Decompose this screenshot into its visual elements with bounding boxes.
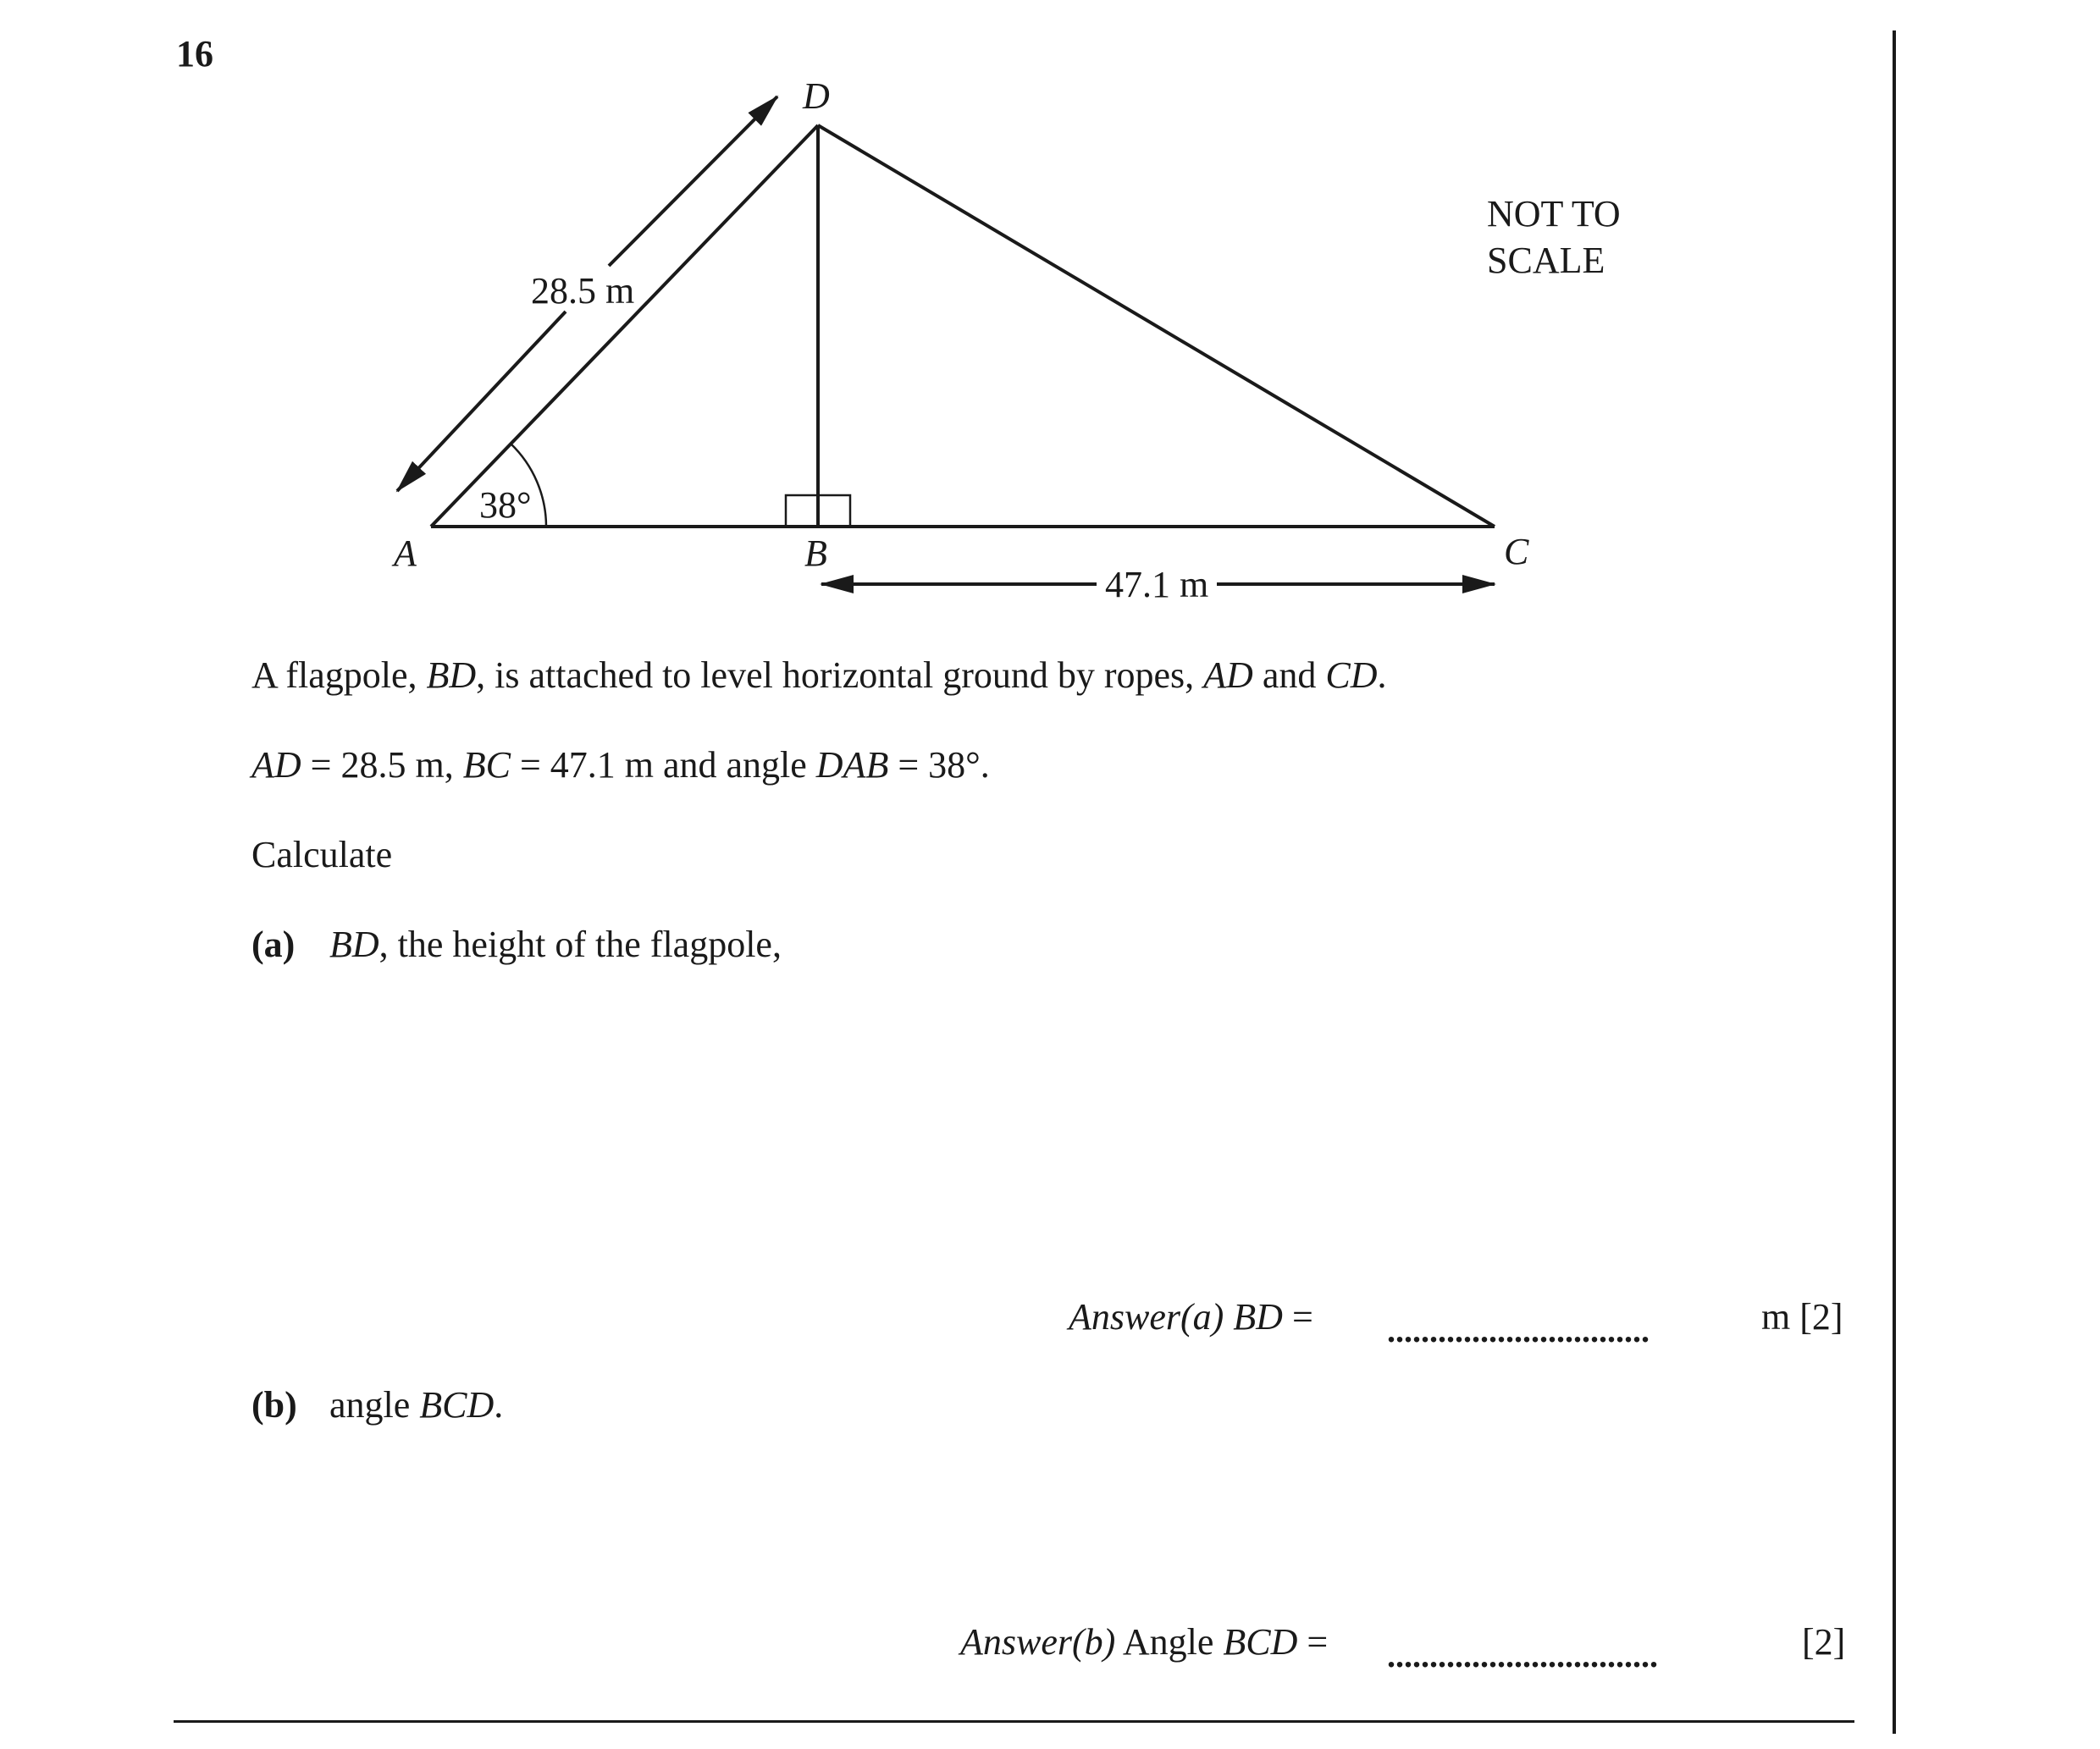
intro-text: A flagpole, BD, is attached to level horizontal ground by ropes, AD and CD. — [251, 654, 1387, 696]
side-dc — [818, 125, 1495, 527]
vertex-label-c: C — [1504, 531, 1529, 572]
not-to-scale-line1: NOT TO — [1487, 193, 1621, 234]
triangle-diagram — [0, 0, 2100, 643]
answer-a-field[interactable]: ............................... — [1387, 1311, 1650, 1349]
vertex-label-a: A — [394, 532, 417, 574]
question-number: 16 — [176, 33, 213, 74]
answer-a-prompt: Answer(a) BD = — [1069, 1296, 1313, 1338]
answer-b-field[interactable]: ................................ — [1387, 1636, 1658, 1675]
vertex-label-b: B — [804, 532, 827, 574]
side-ad — [431, 125, 818, 527]
ad-arrow-lower — [397, 312, 566, 491]
instruction-text: Calculate — [251, 834, 393, 875]
part-a-question: (a) BD, the height of the flagpole, — [251, 923, 782, 968]
answer-b-prompt: Answer(b) Angle BCD = — [960, 1621, 1329, 1663]
answer-b-marks: [2] — [1802, 1621, 1846, 1663]
part-b-question: (b) angle BCD. — [251, 1383, 503, 1428]
given-values-text: AD = 28.5 m, BC = 47.1 m and angle DAB = 38°. — [251, 744, 990, 786]
ad-arrow-upper — [609, 97, 777, 266]
angle-label: 38° — [479, 484, 532, 526]
answer-a-marks: m [2] — [1761, 1296, 1843, 1338]
bc-length-label: 47.1 m — [1105, 564, 1209, 605]
ad-length-label: 28.5 m — [531, 270, 635, 312]
part-a-label: (a) — [251, 924, 296, 965]
not-to-scale-line2: SCALE — [1487, 240, 1605, 281]
vertex-label-d: D — [803, 75, 830, 117]
bottom-rule — [174, 1720, 1854, 1723]
part-b-label: (b) — [251, 1384, 297, 1426]
